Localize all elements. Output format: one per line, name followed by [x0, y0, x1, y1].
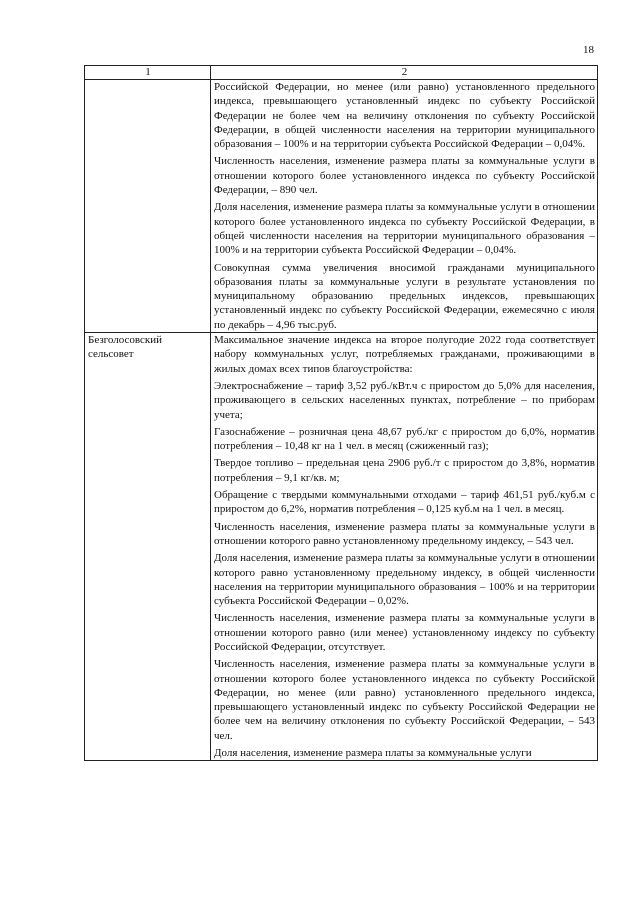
paragraph: Обращение с твердыми коммунальными отходами – тариф 461,51 руб./куб.м с приростом до 6,2%, норматив потребления – 0,125 куб.м на 1 чел. в месяц. [214, 489, 595, 516]
paragraph: Численность населения, изменение размера платы за коммунальные услуги в отношении которого равно установленному предельному индексу, – 543 чел. [214, 520, 595, 547]
municipality-cell: Безголосовский сельсовет [85, 333, 211, 761]
table-row [85, 80, 598, 333]
column-header-2: 2 [211, 66, 598, 80]
description-cell [211, 333, 598, 761]
column-header-1: 1 [85, 66, 211, 80]
table-row [85, 333, 598, 761]
paragraph: Доля населения, изменение размера платы за коммунальные услуги в отношении которого более установленного индекса по субъекту Российской Федерации, в общей численности населения на территории муниципального образования – 100% и на территории субъекта Российской Федерации – 0,04%. [214, 201, 595, 257]
paragraph: Газоснабжение – розничная цена 48,67 руб./кг с приростом до 6,0%, норматив потребления – 10,48 кг на 1 чел. в месяц (сжиженный газ); [214, 425, 595, 453]
table-header-row [85, 66, 598, 80]
paragraph: Российской Федерации, но менее (или равно) установленного предельного индекса, превышающего установленный индекс по субъекту Российской Федерации не более чем на величину отклонения по субъекту Российской Федерации, в общей численности населения на территории муниципального образования – 100% и на территории субъекта Российской Федерации – 0,04%. [214, 81, 595, 151]
description-cell [211, 80, 598, 333]
paragraph: Численность населения, изменение размера платы за коммунальные услуги в отношении которого более установленного индекса по субъекту Российской Федерации, – 890 чел. [214, 155, 595, 197]
paragraph: Численность населения, изменение размера платы за коммунальные услуги в отношении которого более установленного индекса по субъекту Российской Федерации, но менее (или равно) установленного предельного индекса, превышающего установленный индекс по субъекту Российской Федерации не более чем на величину отклонения по субъекту Российской Федерации, – 543 чел. [214, 658, 595, 742]
paragraph: Доля населения, изменение размера платы за коммунальные услуги [214, 747, 532, 760]
page-number: 18 [583, 44, 594, 56]
paragraph: Максимальное значение индекса на второе полугодие 2022 года соответствует набору коммунальных услуг, потребляемых гражданами, проживающими в жилых домах всех типов благоустройства: [214, 334, 595, 375]
paragraph: Численность населения, изменение размера платы за коммунальные услуги в отношении которого равно (или менее) установленному индексу по субъекту Российской Федерации, отсутствует. [214, 612, 595, 653]
municipality-cell [85, 80, 211, 333]
paragraph: Совокупная сумма увеличения вносимой гражданами муниципального образования платы за коммунальные услуги в результате установления по муниципальному образованию предельных индексов, превышающих установленный индекс по субъекту Российской Федерации, ежемесячно с июля по декабрь – 4,96 тыс.руб. [214, 261, 595, 331]
paragraph: Твердое топливо – предельная цена 2906 руб./т с приростом до 3,8%, норматив потребления – 9,1 кг/кв. м; [214, 457, 595, 484]
paragraph: Доля населения, изменение размера платы за коммунальные услуги в отношении которого равно установленному предельному индексу, в общей численности населения на территории муниципального образования – 100% и на территории субъекта Российской Федерации – 0,02%. [214, 552, 595, 608]
data-table [84, 65, 598, 761]
paragraph: Электроснабжение – тариф 3,52 руб./кВт.ч с приростом до 5,0% для населения, проживающего в сельских населенных пунктах, потребление – по приборам учета; [214, 379, 595, 421]
